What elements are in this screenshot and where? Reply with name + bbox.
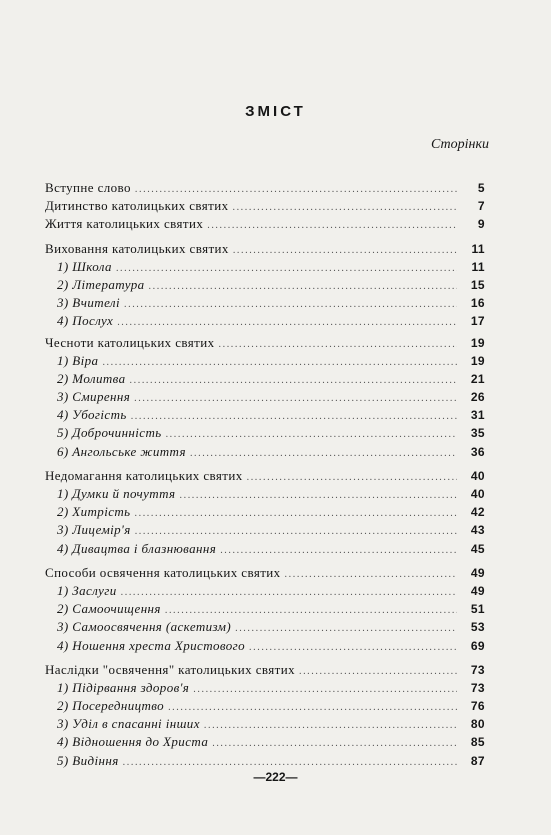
toc-entry-page: 80	[470, 717, 485, 732]
dot-leader	[235, 624, 457, 634]
toc-entry-label: Чесноти католицьких святих	[45, 334, 215, 350]
toc-entry-page: 53	[470, 620, 485, 635]
toc-entry-label: 4) Послух	[57, 313, 114, 329]
toc-section	[45, 179, 485, 234]
toc-entry-label: 2) Хитрість	[57, 504, 131, 520]
toc-section	[45, 661, 485, 770]
toc-entry	[45, 215, 485, 233]
dot-leader	[219, 340, 458, 350]
toc-entry-page: 40	[470, 487, 485, 501]
toc-entry	[45, 334, 485, 352]
contents-title: ЗМІСТ	[245, 103, 306, 120]
dot-leader	[117, 318, 457, 328]
toc-entry-page: 26	[470, 390, 485, 405]
toc-section	[45, 240, 485, 331]
toc-subentry	[45, 733, 485, 751]
dot-leader	[166, 430, 457, 440]
toc-entry-label: 3) Уділ в спасанні інших	[57, 716, 200, 732]
toc-entry-page: 17	[470, 314, 485, 329]
toc-entry-label: 1) Заслуги	[57, 582, 117, 598]
toc-entry-label: 1) Школа	[57, 258, 112, 274]
toc-subentry	[45, 521, 485, 539]
toc-entry-page: 7	[477, 199, 485, 214]
toc-entry	[45, 197, 485, 215]
toc-entry-label: Наслідки "освячення" католицьких святих	[45, 661, 295, 677]
dot-leader	[130, 376, 457, 386]
toc-entry-page: 15	[470, 277, 485, 292]
toc-entry-page: 31	[470, 408, 485, 423]
toc-entry-page: 16	[470, 296, 485, 311]
toc-entry-label: 4) Ношення хреста Христового	[57, 637, 246, 653]
toc-entry-label: 6) Ангольське життя	[57, 443, 186, 459]
toc-entry-page: 19	[470, 335, 485, 350]
toc-entry-page: 19	[470, 353, 485, 368]
toc-entry-label: Недомагання католицьких святих	[45, 467, 243, 483]
dot-leader	[299, 667, 457, 677]
toc-entry-label: 5) Видіння	[57, 752, 119, 768]
toc-subentry	[45, 443, 485, 461]
dot-leader	[220, 546, 457, 556]
dot-leader	[285, 570, 457, 580]
toc-entry	[45, 467, 485, 485]
dot-leader	[232, 203, 457, 213]
toc-entry-page: 51	[470, 602, 485, 617]
toc-subentry	[45, 540, 485, 558]
toc-entry	[45, 661, 485, 679]
toc-entry-label: Виховання католицьких святих	[45, 240, 229, 256]
toc-entry-label: 4) Дивацтва і блазнювання	[57, 540, 217, 556]
toc-entry-page: 11	[471, 259, 485, 274]
toc-subentry	[45, 503, 485, 521]
toc-subentry	[45, 697, 485, 715]
dot-leader	[135, 509, 458, 519]
toc-entry-label: 3) Самоосвячення (аскетизм)	[57, 619, 232, 635]
table-of-contents	[45, 179, 485, 776]
toc-entry-page: 45	[470, 541, 485, 556]
toc-entry-page: 5	[477, 181, 485, 195]
toc-entry-page: 49	[470, 583, 485, 598]
toc-subentry	[45, 679, 485, 697]
dot-leader	[135, 527, 457, 537]
toc-entry-label: 5) Доброчинність	[57, 425, 162, 441]
dot-leader	[212, 739, 457, 749]
toc-entry-page: 87	[470, 753, 485, 768]
toc-section	[45, 334, 485, 461]
toc-subentry	[45, 370, 485, 388]
toc-section	[45, 564, 485, 655]
dot-leader	[165, 606, 457, 616]
toc-entry-label: 3) Лицемір'я	[57, 522, 131, 538]
toc-entry-page: 21	[470, 371, 485, 386]
dot-leader	[102, 358, 457, 368]
toc-entry-label: 1) Думки й почуття	[57, 486, 176, 501]
toc-entry-label: 3) Смирення	[57, 389, 131, 405]
dot-leader	[168, 703, 457, 713]
toc-entry-page: 40	[470, 468, 485, 483]
toc-subentry	[45, 352, 485, 370]
toc-subentry	[45, 637, 485, 655]
dot-leader	[207, 221, 457, 231]
dot-leader	[131, 412, 457, 422]
toc-entry-page: 73	[470, 680, 485, 695]
toc-subentry	[45, 715, 485, 733]
dot-leader	[123, 758, 457, 768]
toc-entry-label: 4) Відношення до Христа	[57, 734, 209, 750]
page-number: —222—	[253, 770, 298, 784]
toc-entry-label: 2) Самоочищення	[57, 601, 161, 617]
pages-column-label: Сторінки	[430, 137, 489, 152]
dot-leader	[134, 394, 457, 404]
dot-leader	[204, 721, 457, 731]
toc-entry-label: Життя католицьких святих	[45, 216, 204, 232]
toc-subentry	[45, 312, 485, 330]
toc-subentry	[45, 294, 485, 312]
dot-leader	[121, 588, 457, 598]
dot-leader	[135, 185, 457, 195]
toc-subentry	[45, 276, 485, 294]
toc-entry-label: 3) Вчителі	[57, 295, 120, 311]
toc-entry-page: 36	[470, 444, 485, 459]
toc-subentry	[45, 388, 485, 406]
toc-entry-page: 85	[470, 735, 485, 750]
toc-subentry	[45, 258, 485, 276]
toc-entry-page: 9	[477, 217, 485, 232]
toc-subentry	[45, 600, 485, 618]
dot-leader	[116, 264, 457, 274]
dot-leader	[233, 246, 457, 256]
toc-entry-page: 11	[471, 241, 485, 256]
toc-entry	[45, 564, 485, 582]
toc-entry-label: 1) Підірвання здоров'я	[57, 679, 190, 695]
toc-subentry	[45, 485, 485, 503]
toc-entry-label: 2) Молитва	[57, 370, 126, 386]
toc-entry-label: Вступне слово	[45, 180, 131, 195]
toc-entry-label: 4) Убогість	[57, 407, 127, 423]
toc-entry-label: 2) Посередництво	[57, 698, 165, 714]
toc-entry-page: 73	[470, 662, 485, 677]
toc-entry-page: 69	[470, 638, 485, 653]
toc-entry	[45, 179, 485, 197]
dot-leader	[190, 449, 457, 459]
toc-entry-label: 1) Віра	[57, 352, 99, 368]
dot-leader	[149, 282, 457, 292]
toc-entry	[45, 240, 485, 258]
toc-entry-label: Дитинство католицьких святих	[45, 198, 229, 214]
toc-entry-page: 35	[470, 426, 485, 441]
toc-entry-page: 43	[470, 523, 485, 538]
toc-entry-page: 42	[470, 505, 485, 520]
dot-leader	[124, 300, 457, 310]
toc-entry-label: Способи освячення католицьких святих	[45, 564, 281, 580]
toc-subentry	[45, 752, 485, 770]
toc-subentry	[45, 618, 485, 636]
toc-subentry	[45, 424, 485, 442]
dot-leader	[180, 491, 458, 501]
toc-entry-page: 49	[470, 565, 485, 580]
toc-subentry	[45, 582, 485, 600]
toc-entry-label: 2) Література	[57, 276, 145, 292]
toc-entry-page: 76	[470, 699, 485, 714]
dot-leader	[193, 685, 457, 695]
toc-section	[45, 467, 485, 558]
dot-leader	[247, 473, 457, 483]
dot-leader	[249, 643, 457, 653]
toc-subentry	[45, 406, 485, 424]
